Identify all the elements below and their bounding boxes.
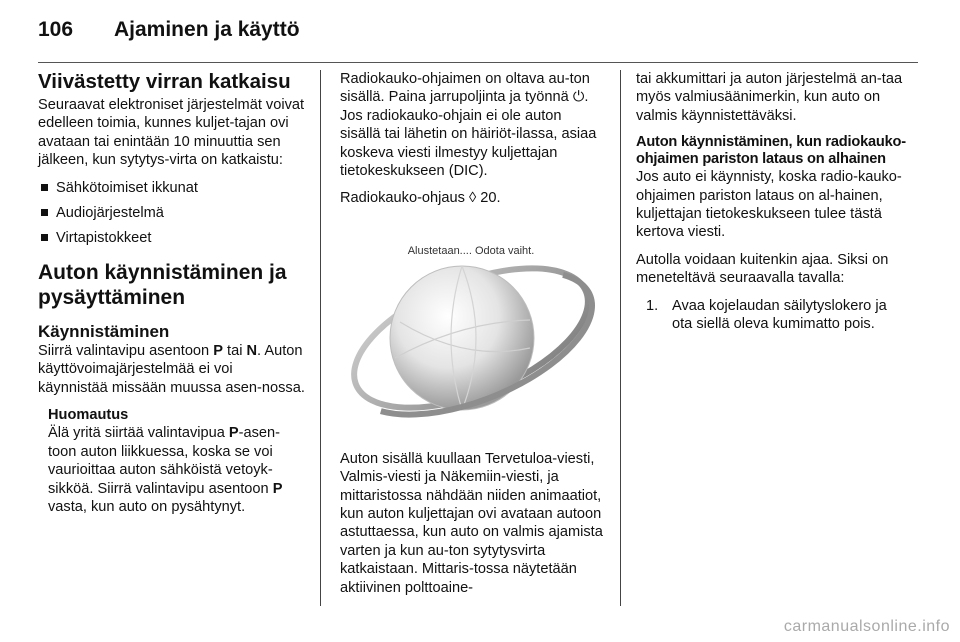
heading-start-stop: Auton käynnistäminen ja pysäyttäminen xyxy=(38,260,287,309)
column-divider-2 xyxy=(620,70,621,606)
column-divider-1 xyxy=(320,70,321,606)
step-number: 1. xyxy=(646,297,659,314)
procedure-intro: Autolla voidaan kuitenkin ajaa. Siksi on meneteltävä seuraavalla tavalla: xyxy=(636,251,889,287)
remote-paragraph: Radiokauko-ohjaimen on oltava au-ton sisällä. Paina jarrupoljinta ja työnnä ⏻. Jos radiokauko-ohjain ei ole auton sisällä tai lähetin on häiriöt-ilassa, asiaa koskeva viesti ilmestyy kuljettajan tietokeskukseen (DIC). xyxy=(340,71,597,180)
list-item: Audiojärjestelmä xyxy=(38,204,306,222)
heading-low-battery: Auton käynnistäminen, kun radiokauko-ohjaimen pariston lataus on alhainen xyxy=(636,134,906,168)
starting-paragraph: Siirrä valintavipu asentoon P tai N. Auton käyttövoimajärjestelmää ei voi käynnistää missään muussa asen-nossa. xyxy=(38,342,305,396)
delayed-power-paragraph: Seuraavat elektroniset järjestelmät voivat edelleen toimia, kunnes kuljet-tajan ovi avataan tai enintään 10 minuuttia sen jälkeen, kun sytytys-virta on katkaistu: xyxy=(38,97,305,169)
page-header xyxy=(0,0,960,62)
page-reference-icon: ◊ xyxy=(469,190,477,207)
note-box xyxy=(38,406,306,516)
column-3 xyxy=(636,70,906,333)
step-text: Avaa kojelaudan säilytyslokero ja ota siellä oleva kumimatto pois. xyxy=(672,297,887,333)
low-battery-paragraph: Jos auto ei käynnisty, koska radio-kauko-ohjaimen pariston lataus on al-hainen, kuljettajan tietokeskukseen tulee tästä kertova viesti. xyxy=(636,169,902,241)
page-number: 106 xyxy=(38,18,74,41)
screen-message: Alustetaan.... Odota vaiht. xyxy=(407,244,535,257)
welcome-paragraph: Auton sisällä kuullaan Tervetuloa-viesti, Valmis-viesti ja Näkemiin-viesti, ja mittaristossa nähdään niiden animaatiot, kun auton kuljettajan ovi avataan autoon astuttaessa, kun auto on valmis ajamista varten ja kun au-ton sytytysvirta katkaistaan. Mittaris-tossa näytetään aktiivinen polttoaine- xyxy=(340,450,603,596)
note-title: Huomautus xyxy=(48,407,129,424)
column-1 xyxy=(38,70,306,517)
remote-reference: Radiokauko-ohjaus ◊ 20. xyxy=(340,190,501,207)
procedure-list xyxy=(636,297,906,334)
column-2 xyxy=(340,70,606,606)
heading-delayed-power-off: Viivästetty virran katkaisu xyxy=(38,70,291,93)
watermark: carmanualsonline.info xyxy=(783,618,950,635)
system-list xyxy=(38,179,306,248)
heading-starting: Käynnistäminen xyxy=(38,321,170,341)
list-item: Sähkötoimiset ikkunat xyxy=(38,179,306,197)
power-icon: ⏻ xyxy=(572,89,585,106)
list-item: Virtapistokkeet xyxy=(38,229,306,247)
list-item xyxy=(646,297,906,334)
header-rule xyxy=(38,62,918,63)
continuation-paragraph: tai akkumittari ja auton järjestelmä an-taa myös valmiusäänimerkin, kun auto on valmis käynnistettäväksi. xyxy=(636,71,903,124)
page-title: Ajaminen ja käyttö xyxy=(114,18,300,41)
note-text: Älä yritä siirtää valintavipua P-asen-toon auton liikkuessa, koska se voi vaurioittaa auton sähköistä vetoyk-sikköä. Siirrä valintavipu asentoon P vasta, kun auto on pysähtynyt. xyxy=(48,425,283,516)
cluster-display-image xyxy=(340,222,602,436)
